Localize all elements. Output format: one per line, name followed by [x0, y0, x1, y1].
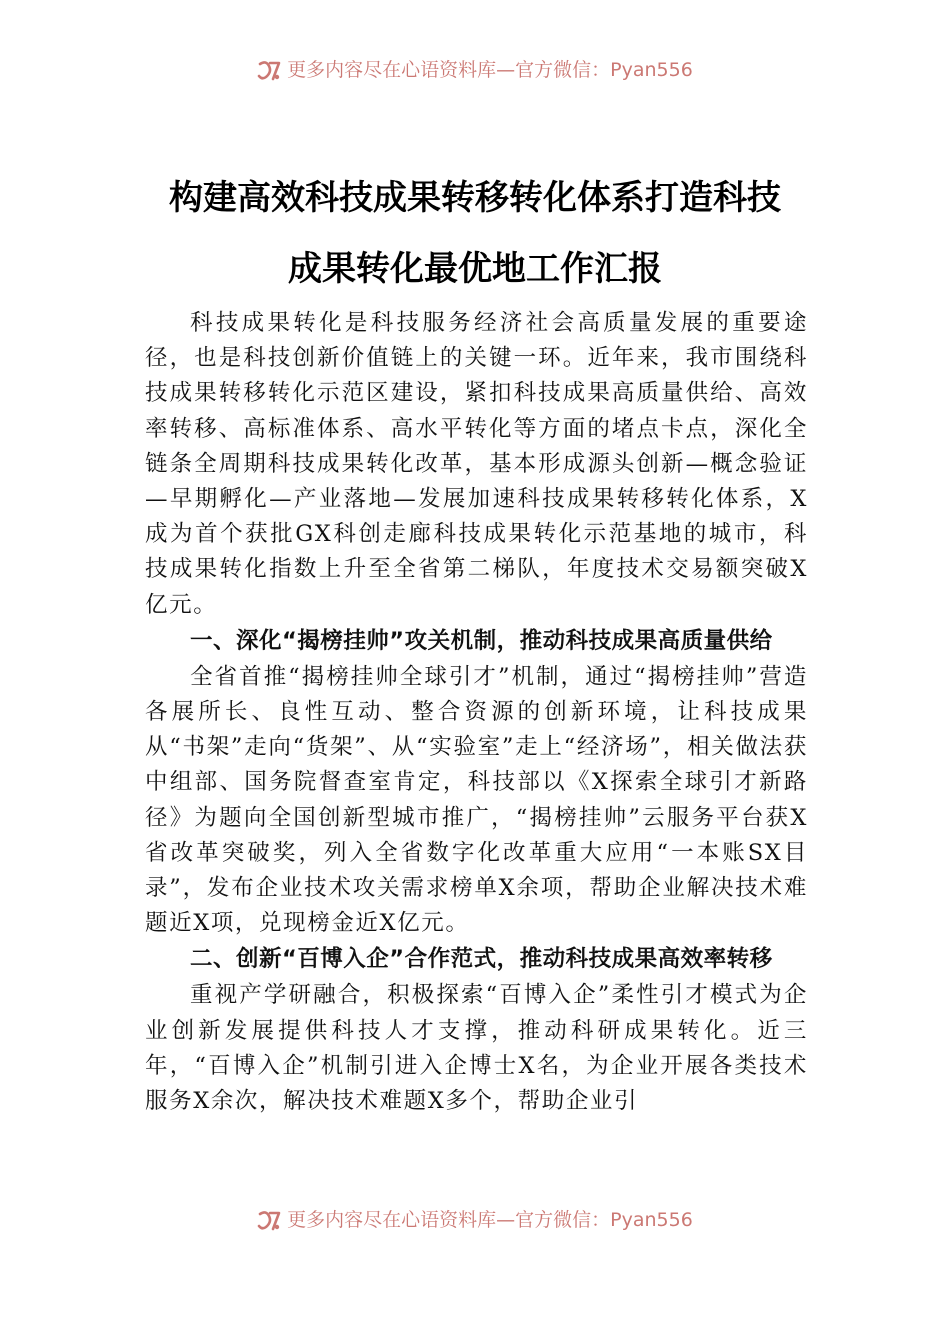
- watermark-footer-text: 更多内容尽在心语资料库—官方微信：Pyan556: [287, 1209, 693, 1231]
- section-paragraph-1: 全省首推“揭榜挂帅全球引才”机制，通过“揭榜挂帅”营造各展所长、良性互动、整合资源的创新环境，让科技成果从“书架”走向“货架”、从“实验室”走上“经济场”，相关做法获中组部、国务院督查室肯定，科技部以《X探索全球引才新路径》为题向全国创新型城市推广，“揭榜挂帅”云服务平台获X省改革突破奖，列入全省数字化改革重大应用“一本账SX目录”，发布企业技术攻关需求榜单X余项，帮助企业解决技术难题近X项，兑现榜金近X亿元。: [145, 663, 808, 937]
- intro-paragraph: 科技成果转化是科技服务经济社会高质量发展的重要途径，也是科技创新价值链上的关键一环。近年来，我市围绕科技成果转移转化示范区建设，紧扣科技成果高质量供给、高效率转移、高标准体系、高水平转化等方面的堵点卡点，深化全链条全周期科技成果转化改革，基本形成源头创新—概念验证—早期孵化—产业落地—发展加速科技成果转移转化体系，X成为首个获批GX科创走廊科技成果转化示范基地的城市，科技成果转化指数上升至全省第二梯队，年度技术交易额突破X亿元。: [145, 310, 808, 618]
- document-body: [145, 306, 808, 1119]
- section-paragraph-2: 重视产学研融合，积极探索“百博入企”柔性引才模式为企业创新发展提供科技人才支撑，推动科研成果转化。近三年，“百博入企”机制引进入企博士X名，为企业开展各类技术服务X余次，解决技术难题X多个，帮助企业引: [145, 982, 808, 1115]
- document-title-line1: 构建高效科技成果转移转化体系打造科技: [169, 178, 781, 218]
- watermark-logo-icon: [257, 1210, 283, 1232]
- watermark-header: [0, 57, 950, 83]
- watermark-logo-icon: [257, 60, 283, 82]
- watermark-header-text: 更多内容尽在心语资料库—官方微信：Pyan556: [287, 59, 693, 81]
- section-heading-1: 一、深化“揭榜挂帅”攻关机制，推动科技成果高质量供给: [190, 627, 773, 654]
- watermark-footer: [0, 1207, 950, 1233]
- section-heading-2: 二、创新“百博入企”合作范式，推动科技成果高效率转移: [190, 946, 773, 973]
- document-title-line2: 成果转化最优地工作汇报: [288, 249, 662, 289]
